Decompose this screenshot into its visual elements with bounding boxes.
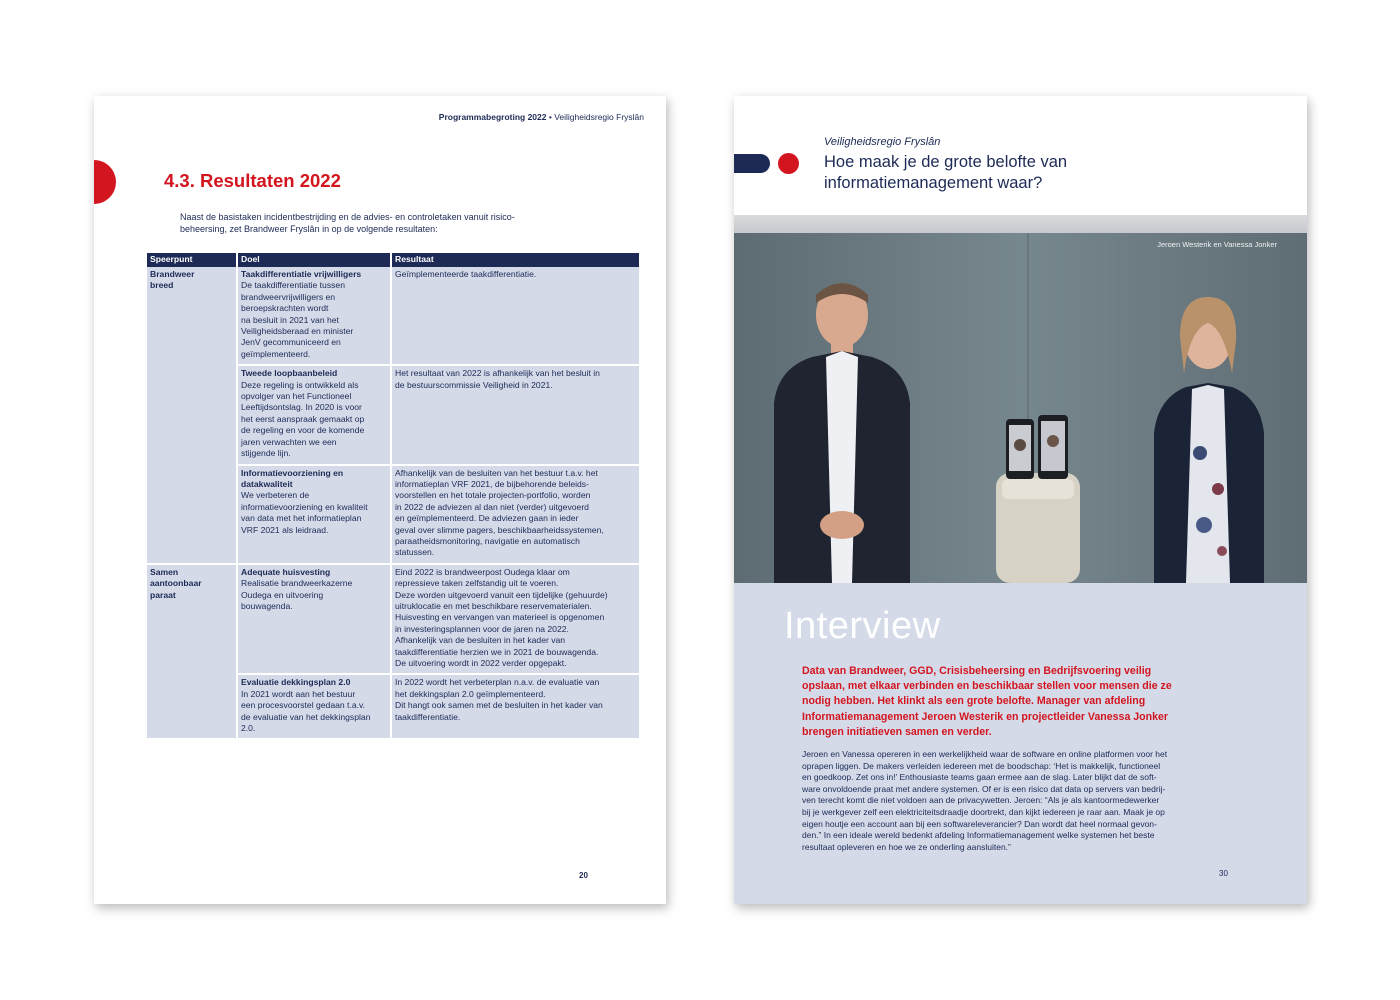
blouse-pattern — [1217, 546, 1227, 556]
column-header-doel: Doel — [237, 253, 391, 267]
resultaat-cell — [391, 564, 639, 675]
body-line: resultaat opleveren en hoe we ze onderling aansluiten.” — [802, 841, 1011, 852]
title-line: informatiemanagement waar? — [824, 174, 1043, 192]
lead-line: opslaan, met elkaar verbinden en beschikbaar stellen voor mensen die ze — [802, 680, 1172, 693]
table-header-row — [147, 253, 639, 267]
column-header-speerpunt: Speerpunt — [147, 253, 237, 267]
doel-line: na besluit in 2021 van het — [241, 314, 339, 325]
doel-line: jaren verwachten we een — [241, 436, 337, 447]
section-title: 4.3. Resultaten 2022 — [164, 170, 341, 191]
body-line: den.” In een ideale wereld bedenkt afdeling Informatiemanagement welke systemen het beste — [802, 830, 1155, 841]
speerpunt-cell — [147, 267, 237, 564]
phone-left-face — [1014, 439, 1026, 451]
resultaat-line: geval over slimme pagers, beschikbaarheidssystemen, — [395, 524, 604, 535]
doel-line: beroepskrachten wordt — [241, 303, 329, 314]
doel-line: 2.0. — [241, 723, 256, 734]
phone-right-face — [1047, 435, 1059, 447]
lead-line: Data van Brandweer, GGD, Crisisbeheersing en Bedrijfsvoering veilig — [802, 665, 1152, 677]
resultaat-line: taakdifferentiatie herzien we in 2021 de bouwagenda. — [395, 646, 599, 657]
resultaat-line: paraatheidsmonitoring, navigatie en automatisch — [395, 535, 580, 546]
doel-line: geïmplementeerd. — [241, 348, 311, 359]
doel-line: informatievoorziening en kwaliteit — [241, 501, 368, 512]
body-line: Jeroen en Vanessa opereren in een werkelijkheid waar de software en online platformen voor het — [802, 749, 1168, 759]
article-kicker: Veiligheidsregio Fryslân — [824, 136, 941, 148]
body-line: oprapen liggen. De makers verleiden iedereen met de boodschap: ‘Het is makkelijk, functioneel — [802, 760, 1161, 771]
header-organisation: Veiligheidsregio Fryslân — [554, 112, 644, 122]
article-title — [824, 152, 1164, 194]
speerpunt-line: breed — [150, 280, 174, 291]
resultaat-line: Geïmplementeerde taakdifferentiatie. — [395, 269, 537, 279]
doel-title: Tweede loopbaanbeleid — [241, 368, 338, 379]
right-page — [734, 96, 1307, 904]
resultaat-line: in 2022 de adviezen al dan niet (verder) uitgevoerd — [395, 501, 589, 512]
doel-line: de regeling en voor de komende — [241, 425, 365, 436]
doel-line: een procesvoorstel gedaan t.a.v. — [241, 700, 366, 711]
doel-cell — [237, 674, 391, 739]
title-line: Hoe maak je de grote belofte van — [824, 153, 1068, 171]
resultaat-cell — [391, 465, 639, 564]
doel-cell — [237, 365, 391, 464]
doel-line: VRF 2021 als leidraad. — [241, 524, 329, 535]
resultaat-line: De uitvoering wordt in 2022 verder opgepakt. — [395, 658, 567, 668]
doel-line: het eerst aanspraak gemaakt op — [241, 413, 365, 424]
results-table — [147, 253, 639, 740]
resultaat-line: Huisvesting en vervangen van materieel is opgenomen — [395, 612, 605, 623]
resultaat-cell — [391, 267, 639, 365]
body-paragraph — [802, 749, 1242, 853]
speerpunt-cell — [147, 564, 237, 740]
blouse-pattern — [1193, 446, 1207, 460]
doel-line: Deze regeling is ontwikkeld als — [241, 379, 359, 390]
doel-line: de evaluatie van het dekkingsplan — [241, 711, 371, 722]
left-page — [94, 96, 666, 904]
doel-line: brandweervrijwilligers en — [241, 291, 336, 302]
resultaat-cell — [391, 365, 639, 464]
resultaat-line: en geïmplementeerd. De adviezen gaan in ieder — [395, 513, 579, 524]
red-dot-accent — [778, 153, 799, 174]
doel-line: JenV gecommuniceerd en — [241, 337, 341, 348]
doel-line: We verbeteren de — [241, 490, 310, 501]
resultaat-line: statussen. — [395, 547, 435, 558]
doel-line: van data met het informatieplan — [241, 513, 362, 524]
column-header-resultaat: Resultaat — [391, 253, 639, 267]
body-line: en goedkoop. Zet ons in!’ Enthousiaste teams gaan ermee aan de slag. Later blijkt dat de soft- — [802, 772, 1157, 783]
doel-line: De taakdifferentiatie tussen — [241, 280, 345, 291]
interview-photo — [734, 233, 1307, 583]
resultaat-line: Dit hangt ook samen met de besluiten in het kader van — [395, 700, 603, 711]
doel-title: Adequate huisvesting — [241, 566, 331, 577]
resultaat-line: uitruklocatie en met beschikbare reservematerialen. — [395, 600, 592, 611]
resultaat-line: Afhankelijk van de besluiten in het kader van — [395, 635, 566, 646]
doel-title: Taakdifferentiatie vrijwilligers — [241, 269, 362, 279]
resultaat-line: Eind 2022 is brandweerpost Oudega klaar om — [395, 566, 570, 577]
resultaat-line: In 2022 wordt het verbeterplan n.a.v. de evaluatie van — [395, 677, 600, 688]
body-line: ware onvoldoende praat met andere systemen. Of er is een risico dat data op servers van bedrij- — [802, 783, 1166, 794]
lead-line: brengen initiatieven samen en verder. — [802, 725, 992, 738]
doel-cell — [237, 465, 391, 564]
header-publication: Programmabegroting 2022 — [438, 112, 547, 122]
body-line: ven terecht komt die niet voldoen aan de privacywetten. Jeroen: “Als je als kantoormedewerker — [802, 795, 1160, 806]
resultaat-line: Het resultaat van 2022 is afhankelijk van het besluit in — [395, 368, 600, 379]
resultaat-line: repressieve taken zelfstandig uit te voeren. — [395, 578, 559, 589]
photo-caption: Jeroen Westerik en Vanessa Jonker — [1157, 240, 1277, 249]
speerpunt-line: aantoonbaar — [150, 578, 202, 589]
lead-paragraph — [802, 664, 1252, 740]
resultaat-line: in investeringsplannen voor de jaren na 2022. — [395, 623, 569, 634]
doel-line: stijgende lijn. — [241, 448, 291, 459]
resultaat-line: Afhankelijk van de besluiten van het bestuur t.a.v. het — [395, 467, 598, 478]
doel-title: Informatievoorziening en — [241, 467, 344, 478]
speerpunt-line: Samen — [150, 566, 179, 577]
lead-line: Informatiemanagement Jeroen Westerik en projectleider Vanessa Jonker — [802, 710, 1169, 723]
doel-line: bouwagenda. — [241, 600, 293, 611]
photo-top-strip — [734, 215, 1307, 233]
doel-line: opvolger van het Functioneel — [241, 391, 352, 402]
resultaat-line: Deze worden uitgevoerd vanuit een tijdelijke (gehuurde) — [395, 589, 608, 600]
photo-illustration — [734, 233, 1307, 583]
resultaat-line: de bestuurscommissie Veiligheid in 2021. — [395, 379, 553, 390]
navy-pill-accent — [734, 154, 770, 173]
page-number: 30 — [1219, 869, 1228, 878]
intro-paragraph — [180, 212, 560, 235]
header-separator: • — [548, 112, 552, 122]
resultaat-line: informatieplan VRF 2021, de bijbehorende beleids- — [395, 478, 589, 489]
interview-section — [734, 583, 1307, 904]
lead-line: nodig hebben. Het klinkt als een grote belofte. Manager van afdeling — [802, 695, 1146, 708]
doel-line: In 2021 wordt aan het bestuur — [241, 688, 356, 699]
doel-cell — [237, 267, 391, 365]
interview-label: Interview — [784, 605, 941, 647]
intro-line: beheersing, zet Brandweer Fryslân in op de volgende resultaten: — [180, 223, 438, 234]
running-header — [439, 112, 644, 122]
table-row — [147, 564, 639, 675]
blouse-pattern — [1212, 483, 1224, 495]
speerpunt-line: Brandweer — [150, 269, 195, 279]
resultaat-line: het dekkingsplan 2.0 geïmplementeerd. — [395, 688, 546, 699]
doel-line: Veiligheidsberaad en minister — [241, 326, 354, 337]
doel-cell — [237, 564, 391, 675]
red-circle-accent — [94, 160, 116, 204]
resultaat-line: taakdifferentiatie. — [395, 711, 461, 722]
resultaat-line: voorstellen en het totale projecten-portfolio, worden — [395, 490, 591, 501]
body-line: eigen houtje een account aan bij een softwareleverancier? Dan wordt dat heel normaal gevon- — [802, 818, 1157, 829]
doel-line: Leeftijdsontslag. In 2020 is voor — [241, 402, 362, 413]
blouse-pattern — [1196, 517, 1212, 533]
doel-title: datakwaliteit — [241, 478, 293, 489]
body-line: bij je werkgever zelf een elektriciteitsdraadje doortrekt, dan kijkt iedereen je raar aan. Maak je op — [802, 806, 1165, 817]
doel-line: Oudega en uitvoering — [241, 589, 324, 600]
table-row — [147, 267, 639, 365]
doel-line: Realisatie brandweerkazerne — [241, 578, 353, 589]
resultaat-cell — [391, 674, 639, 739]
page-number: 20 — [579, 871, 588, 880]
doel-title: Evaluatie dekkingsplan 2.0 — [241, 677, 351, 688]
intro-line: Naast de basistaken incidentbestrijding en de advies- en controletaken vanuit risico- — [180, 212, 515, 222]
kiosk-top — [1002, 479, 1074, 499]
speerpunt-line: paraat — [150, 589, 176, 600]
man-hands — [820, 511, 864, 539]
